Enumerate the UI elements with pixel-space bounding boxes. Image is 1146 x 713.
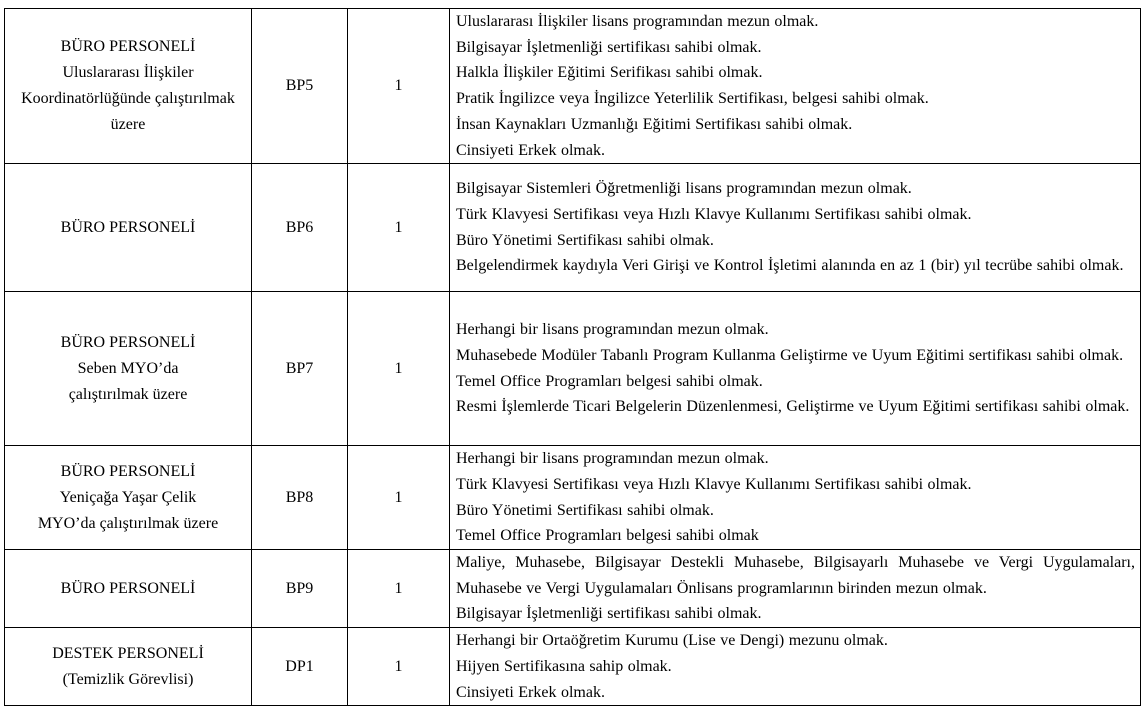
position-title-line: üzere (110, 116, 146, 134)
position-title-line: DESTEK PERSONELİ (52, 644, 204, 662)
positions-table (4, 8, 1141, 706)
requirement-line: Pratik İngilizce veya İngilizce Yeterlilik Sertifikası, belgesi sahibi olmak. (456, 90, 929, 108)
requirements-cell (450, 292, 1141, 446)
requirement-line: Cinsiyeti Erkek olmak. (456, 141, 605, 159)
requirement-line: Belgelendirmek kaydıyla Veri Girişi ve Kontrol İşletimi alanında en az 1 (bir) yıl tecrübe sahibi olmak. (456, 257, 1124, 275)
position-title-line: Yeniçağa Yaşar Çelik (59, 488, 197, 506)
requirement-line: Cinsiyeti Erkek olmak. (456, 683, 605, 701)
position-title-line: BÜRO PERSONELİ (60, 38, 196, 56)
position-title-line: Seben MYO’da (77, 359, 179, 377)
requirement-line: Bilgisayar İşletmenliği sertifikası sahibi olmak. (456, 38, 762, 56)
requirement-line: Temel Office Programları belgesi sahibi olmak (456, 527, 759, 545)
requirement-line: İnsan Kaynakları Uzmanlığı Eğitimi Sertifikası sahibi olmak. (456, 115, 853, 133)
position-count: 1 (348, 446, 450, 550)
position-code: BP9 (252, 550, 348, 628)
position-code: BP5 (252, 9, 348, 164)
position-count: 1 (348, 292, 450, 446)
position-title-line: (Temizlik Görevlisi) (62, 670, 194, 688)
requirement-line: Resmi İşlemlerde Ticari Belgelerin Düzenlenmesi, Geliştirme ve Uyum Eğitimi sertifikası sahibi olmak. (456, 398, 1130, 416)
position-count: 1 (348, 628, 450, 706)
position-title-cell (5, 9, 252, 164)
position-code: BP6 (252, 164, 348, 292)
table-row (5, 292, 1141, 446)
position-code: BP8 (252, 446, 348, 550)
table-row (5, 446, 1141, 550)
requirement-line: Maliye, Muhasebe, Bilgisayar Destekli Muhasebe, Bilgisayarlı Muhasebe ve Vergi Uygulamaları, Muhasebe ve Vergi Uygulamaları Önlisans programlarının birinden mezun olmak. (456, 554, 1135, 597)
table-row (5, 9, 1141, 164)
position-code: DP1 (252, 628, 348, 706)
requirement-line: Muhasebede Modüler Tabanlı Program Kullanma Geliştirme ve Uyum Eğitimi sertifikası sahibi olmak. (456, 347, 1124, 365)
requirement-line: Büro Yönetimi Sertifikası sahibi olmak. (456, 231, 714, 249)
requirements-cell (450, 164, 1141, 292)
position-title-line: BÜRO PERSONELİ (60, 333, 196, 351)
table-row (5, 628, 1141, 706)
requirement-line: Büro Yönetimi Sertifikası sahibi olmak. (456, 501, 714, 519)
table-row (5, 550, 1141, 628)
requirements-cell (450, 9, 1141, 164)
position-count: 1 (348, 164, 450, 292)
position-title-line: BÜRO PERSONELİ (60, 462, 196, 480)
requirement-line: Hijyen Sertifikasına sahip olmak. (456, 657, 672, 675)
position-title-line: Uluslararası İlişkiler (62, 64, 194, 82)
position-title-line: çalıştırılmak üzere (68, 385, 188, 403)
requirement-line: Halkla İlişkiler Eğitimi Serifikası sahibi olmak. (456, 64, 763, 82)
requirement-line: Türk Klavyesi Sertifikası veya Hızlı Klavye Kullanımı Sertifikası sahibi olmak. (456, 206, 972, 224)
requirement-line: Herhangi bir lisans programından mezun olmak. (456, 450, 769, 468)
position-title-cell (5, 550, 252, 628)
requirement-line: Bilgisayar İşletmenliği sertifikası sahibi olmak. (456, 605, 762, 623)
position-title-line: Koordinatörlüğünde çalıştırılmak (21, 90, 235, 108)
position-title-cell (5, 292, 252, 446)
requirement-line: Uluslararası İlişkiler lisans programından mezun olmak. (456, 13, 819, 30)
position-title-line: BÜRO PERSONELİ (60, 579, 196, 597)
position-code: BP7 (252, 292, 348, 446)
position-title-cell (5, 446, 252, 550)
requirement-line: Türk Klavyesi Sertifikası veya Hızlı Klavye Kullanımı Sertifikası sahibi olmak. (456, 475, 972, 493)
position-title-cell (5, 628, 252, 706)
position-title-cell (5, 164, 252, 292)
requirements-cell (450, 628, 1141, 706)
requirements-cell (450, 446, 1141, 550)
requirement-line: Bilgisayar Sistemleri Öğretmenliği lisans programından mezun olmak. (456, 180, 912, 198)
table-row (5, 164, 1141, 292)
requirement-line: Herhangi bir Ortaöğretim Kurumu (Lise ve Dengi) mezunu olmak. (456, 632, 888, 650)
requirement-line: Herhangi bir lisans programından mezun olmak. (456, 321, 769, 339)
position-count: 1 (348, 9, 450, 164)
position-count: 1 (348, 550, 450, 628)
requirements-cell (450, 550, 1141, 628)
position-title-line: BÜRO PERSONELİ (60, 218, 196, 236)
requirement-line: Temel Office Programları belgesi sahibi olmak. (456, 372, 763, 390)
position-title-line: MYO’da çalıştırılmak üzere (37, 514, 219, 532)
